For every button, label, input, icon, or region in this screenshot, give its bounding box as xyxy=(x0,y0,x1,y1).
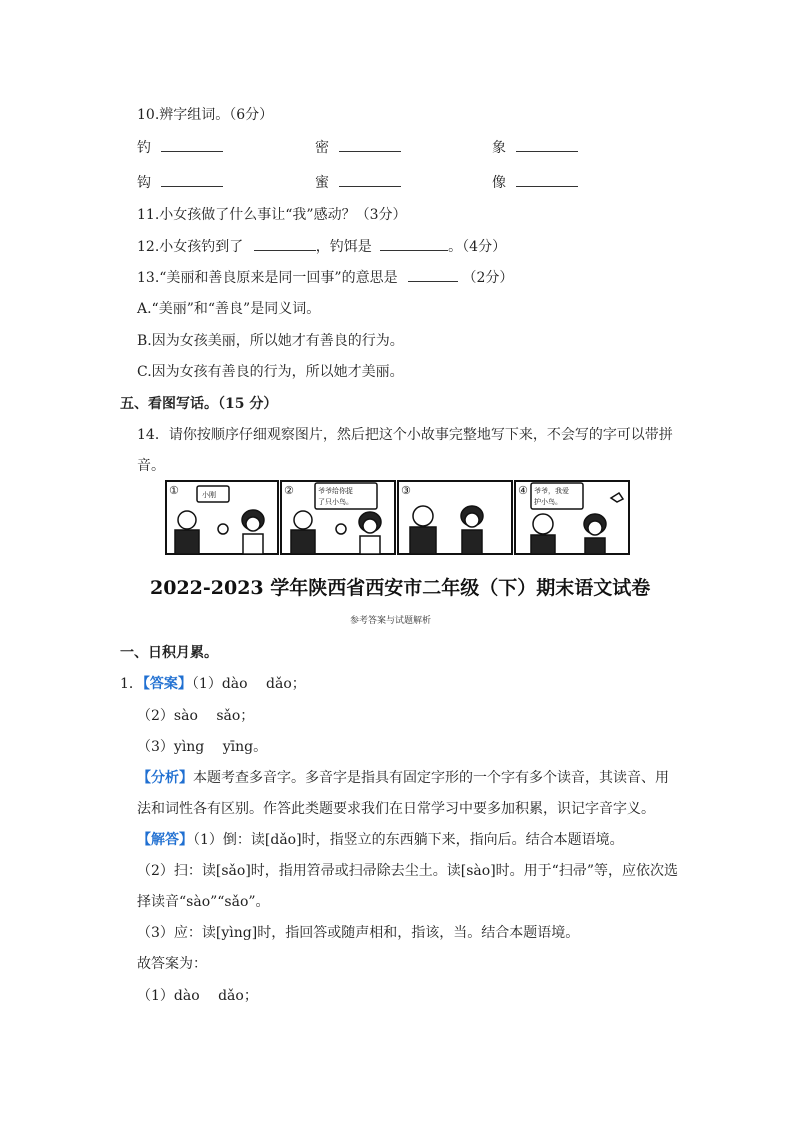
answer-blank[interactable] xyxy=(408,267,458,282)
q11-text: 11.小女孩做了什么事让“我”感动？（3分） xyxy=(137,207,407,223)
answer-blank[interactable] xyxy=(161,137,223,152)
bubble-2-line2: 了只小鸟。 xyxy=(318,498,353,506)
q10-char: 钓 xyxy=(137,140,151,156)
solution-line4: （3）应：读[yìng]时，指回答或随声相和，指该，当。结合本题语境。 xyxy=(137,925,580,941)
panel-number-2: ② xyxy=(284,484,294,497)
solution-line2: （2）扫：读[sǎo]时，指用笤帚或扫帚除去尘土。读[sào]时。用于“扫帚”等，应依次选 xyxy=(137,863,678,879)
panel-number-4: ④ xyxy=(518,484,528,497)
panel-number-1: ① xyxy=(169,484,179,497)
q13-stem-b: （2分） xyxy=(462,270,514,286)
q10-item-5 xyxy=(315,172,401,192)
q13-option-b: B.因为女孩美丽，所以她才有善良的行为。 xyxy=(137,333,404,349)
bubble-4-line1: 爷爷，我爱 xyxy=(534,487,569,495)
analysis-text: 本题考查多音字。多音字是指具有固定字形的一个字有多个读音，其读音、用 xyxy=(193,770,669,786)
section-heading: 五、看图写话。（15 分） xyxy=(120,396,278,412)
panel-number-3: ③ xyxy=(401,484,411,497)
answer-number: 1． xyxy=(120,676,143,692)
q10-item-3 xyxy=(492,137,578,157)
grandpa-figure xyxy=(533,514,553,534)
q10-item-6 xyxy=(492,172,578,192)
bubble-1-text: 小刚 xyxy=(202,491,216,499)
solution-tag: 【解答】 xyxy=(137,832,193,848)
q13-stem xyxy=(137,267,513,287)
answer-blank[interactable] xyxy=(339,172,401,187)
answer-blank[interactable] xyxy=(161,172,223,187)
answer-blank[interactable] xyxy=(516,172,578,187)
answer-blank[interactable] xyxy=(380,236,448,251)
q10-item-1 xyxy=(137,137,223,157)
grandpa-figure xyxy=(294,511,312,529)
q10-char: 蜜 xyxy=(315,175,329,191)
q10-char: 密 xyxy=(315,140,329,156)
answer-subtitle: 参考答案与试题解析 xyxy=(350,616,432,626)
bubble-4-line2: 护小鸟。 xyxy=(534,498,562,506)
answer-blank[interactable] xyxy=(339,137,401,152)
answer-blank[interactable] xyxy=(254,236,316,251)
answer-blank[interactable] xyxy=(516,137,578,152)
section-heading: 一、日积月累。 xyxy=(120,645,218,661)
grandpa-figure xyxy=(413,506,433,526)
q13-option-a: A.“美丽”和“善良”是同义词。 xyxy=(137,301,321,317)
q12-part-c: 。（4分） xyxy=(448,239,507,255)
analysis-tag: 【分析】 xyxy=(137,770,193,786)
q12-part-b: ，钓饵是 xyxy=(315,239,372,255)
q10-title: 10.辨字组词。（6分） xyxy=(137,107,274,123)
q10-char: 钩 xyxy=(137,175,151,191)
answer-2-line: （2）sào sǎo； xyxy=(137,708,255,724)
answer-1-line xyxy=(120,673,306,693)
bird-cage-icon xyxy=(336,524,346,534)
q13-stem-a: 13.“美丽和善良原来是同一回事”的意思是 xyxy=(137,270,398,286)
answer-text: （1）dào dǎo； xyxy=(191,676,306,692)
grandpa-figure xyxy=(178,511,196,529)
q14-line1: 14．请你按顺序仔细观察图片，然后把这个小故事完整地写下来，不会写的字可以带拼 xyxy=(137,427,673,443)
q13-option-c: C.因为女孩有善良的行为，所以她才美丽。 xyxy=(137,364,404,380)
q12-part-a: 12.小女孩钓到了 xyxy=(137,239,244,255)
q12 xyxy=(137,236,506,256)
bubble-2-line1: 爷爷给你捉 xyxy=(318,487,353,495)
solution-line1 xyxy=(137,829,624,849)
q10-char: 象 xyxy=(492,140,506,156)
q10-char: 像 xyxy=(492,175,506,191)
answer-3-line: （3）yìng yīng。 xyxy=(137,739,268,755)
answer-tag: 【答案】 xyxy=(142,676,192,692)
q10-item-2 xyxy=(315,137,401,157)
analysis-line2: 法和词性各有区别。作答此类题要求我们在日常学习中要多加积累，识记字音字义。 xyxy=(137,801,655,817)
answer-page-title: 2022-2023 学年陕西省西安市二年级（下）期末语文试卷 xyxy=(150,577,651,599)
comic-strip-image xyxy=(165,480,630,555)
solution-line3: 择读音“sào”“sǎo”。 xyxy=(137,894,270,910)
q10-item-4 xyxy=(137,172,223,192)
bird-cage-icon xyxy=(218,524,228,534)
solution-conclusion: 故答案为： xyxy=(137,956,207,972)
q14-line2: 音。 xyxy=(137,458,165,474)
analysis-line1 xyxy=(137,767,669,787)
solution-text: （1）倒：读[dǎo]时，指竖立的东西躺下来，指向后。结合本题语境。 xyxy=(193,832,624,848)
final-answer-line: （1）dào dǎo； xyxy=(137,988,258,1004)
